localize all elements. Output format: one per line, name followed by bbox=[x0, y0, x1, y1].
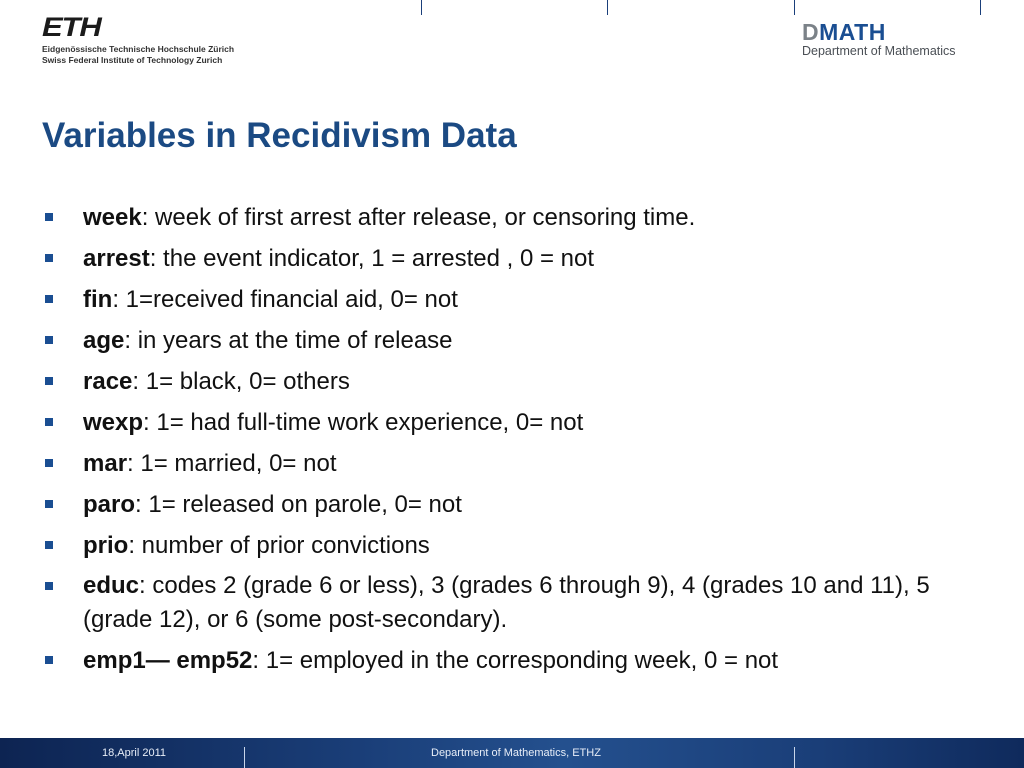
footer-date: 18,April 2011 bbox=[102, 747, 167, 759]
square-bullet-icon bbox=[45, 582, 53, 590]
eth-logo bbox=[42, 14, 234, 66]
list-item bbox=[42, 405, 972, 440]
square-bullet-icon bbox=[45, 418, 53, 426]
footer-divider bbox=[244, 747, 245, 768]
variable-name: mar bbox=[83, 450, 128, 477]
square-bullet-icon bbox=[45, 254, 53, 262]
top-tick bbox=[421, 0, 422, 15]
list-item bbox=[42, 364, 972, 399]
square-bullet-icon bbox=[45, 500, 53, 508]
variable-list bbox=[42, 200, 972, 684]
eth-logo-wordmark: ETH bbox=[42, 12, 101, 42]
list-item bbox=[42, 241, 972, 276]
top-tick bbox=[794, 0, 795, 15]
list-item bbox=[42, 569, 972, 637]
list-item bbox=[42, 200, 972, 235]
list-item bbox=[42, 323, 972, 358]
dmath-logo-subtitle: Department of Mathematics bbox=[802, 44, 956, 58]
variable-description: : week of first arrest after release, or censoring time. bbox=[141, 204, 696, 231]
variable-name: fin bbox=[83, 286, 113, 313]
slide-title: Variables in Recidivism Data bbox=[42, 116, 517, 155]
variable-description: : 1= released on parole, 0= not bbox=[135, 491, 462, 518]
variable-description: : 1= employed in the corresponding week, 0 = not bbox=[252, 647, 779, 674]
dmath-logo-letters-math: MATH bbox=[819, 19, 886, 45]
variable-description: : number of prior convictions bbox=[128, 532, 430, 559]
dmath-logo-wordmark bbox=[802, 20, 956, 44]
footer-department: Department of Mathematics, ETHZ bbox=[431, 747, 601, 759]
square-bullet-icon bbox=[45, 336, 53, 344]
dmath-logo bbox=[802, 20, 956, 59]
list-item bbox=[42, 487, 972, 522]
variable-name: wexp bbox=[83, 409, 144, 436]
eth-logo-line-german: Eidgenössische Technische Hochschule Zürich bbox=[42, 44, 235, 54]
square-bullet-icon bbox=[45, 541, 53, 549]
square-bullet-icon bbox=[45, 459, 53, 467]
variable-description: : 1= black, 0= others bbox=[132, 368, 350, 395]
list-item bbox=[42, 528, 972, 563]
top-tick bbox=[980, 0, 981, 15]
list-item bbox=[42, 446, 972, 481]
variable-name: age bbox=[83, 327, 125, 354]
square-bullet-icon bbox=[45, 213, 53, 221]
variable-name: emp1— emp52 bbox=[83, 647, 253, 674]
variable-description: : 1= married, 0= not bbox=[127, 450, 337, 477]
square-bullet-icon bbox=[45, 656, 53, 664]
variable-name: prio bbox=[83, 532, 129, 559]
square-bullet-icon bbox=[45, 377, 53, 385]
variable-name: week bbox=[83, 204, 142, 231]
footer-bar bbox=[0, 738, 1024, 768]
variable-description: : codes 2 (grade 6 or less), 3 (grades 6 through 9), 4 (grades 10 and 11), 5 (grade 12), or 6 (some post-secondary). bbox=[83, 572, 930, 633]
list-item bbox=[42, 643, 972, 678]
variable-name: race bbox=[83, 368, 133, 395]
list-item bbox=[42, 282, 972, 317]
variable-description: : 1= had full-time work experience, 0= not bbox=[143, 409, 584, 436]
dmath-logo-letter-d: D bbox=[802, 19, 820, 45]
square-bullet-icon bbox=[45, 295, 53, 303]
variable-description: : in years at the time of release bbox=[124, 327, 453, 354]
variable-description: : 1=received financial aid, 0= not bbox=[112, 286, 458, 313]
variable-name: educ bbox=[83, 572, 140, 599]
footer-divider bbox=[794, 747, 795, 768]
variable-description: : the event indicator, 1 = arrested , 0 = not bbox=[149, 245, 594, 272]
top-tick bbox=[607, 0, 608, 15]
variable-name: arrest bbox=[83, 245, 150, 272]
eth-logo-line-english: Swiss Federal Institute of Technology Zurich bbox=[42, 55, 223, 65]
variable-name: paro bbox=[83, 491, 136, 518]
